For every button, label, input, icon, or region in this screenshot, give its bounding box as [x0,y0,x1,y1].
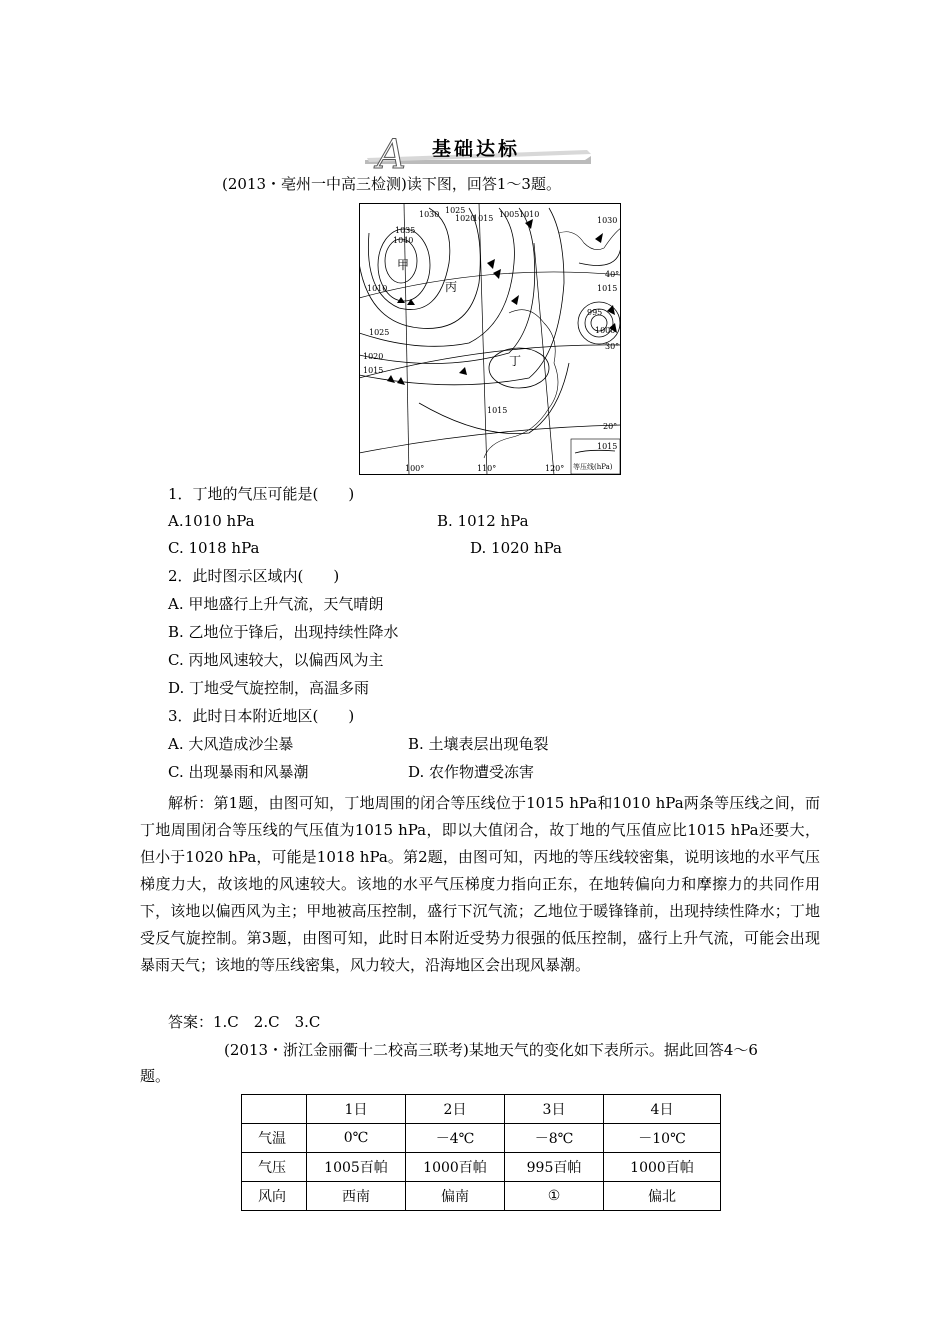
svg-text:1015: 1015 [597,442,618,451]
table-cell: 1日 [307,1095,406,1124]
table-cell: 气压 [242,1153,307,1182]
svg-text:A: A [377,132,406,174]
svg-text:甲: 甲 [397,258,410,272]
svg-text:995: 995 [587,308,603,317]
table-cell: －10℃ [604,1124,721,1153]
q1-stem: 1．丁地的气压可能是( ) [168,485,355,503]
intro-text-2-cont: 题。 [140,1067,171,1085]
table-cell: 风向 [242,1182,307,1211]
svg-text:20°: 20° [603,422,618,431]
answer-text: 答案：1.C 2.C 3.C [168,1013,321,1031]
svg-text:1005: 1005 [499,210,520,219]
table-cell [242,1095,307,1124]
table-cell: 2日 [406,1095,505,1124]
table-cell: 偏南 [406,1182,505,1211]
table-header-row [242,1095,721,1124]
table-cell: 995百帕 [505,1153,604,1182]
svg-text:1015: 1015 [487,406,508,415]
table-cell: ① [505,1182,604,1211]
table-cell: 西南 [307,1182,406,1211]
svg-text:1030: 1030 [419,210,440,219]
svg-text:30°: 30° [605,342,620,351]
table-row [242,1124,721,1153]
q3-option-d: D. 农作物遭受冻害 [408,763,535,781]
svg-text:1015: 1015 [597,284,618,293]
table-row [242,1182,721,1211]
svg-text:1010: 1010 [367,284,388,293]
table-cell: 3日 [505,1095,604,1124]
q1-option-c: C. 1018 hPa [168,539,260,557]
q3-option-c: C. 出现暴雨和风暴潮 [168,763,309,781]
q2-option-c: C. 丙地风速较大，以偏西风为主 [168,651,384,669]
svg-text:1025: 1025 [369,328,390,337]
weather-table [241,1094,721,1211]
q2-option-b: B. 乙地位于锋后，出现持续性降水 [168,623,399,641]
table-cell: 1000百帕 [406,1153,505,1182]
svg-text:110°: 110° [477,464,497,473]
svg-text:1025: 1025 [445,206,466,215]
svg-text:丙: 丙 [445,280,458,294]
svg-text:1015: 1015 [363,366,384,375]
svg-text:1020: 1020 [363,352,384,361]
table-cell: －4℃ [406,1124,505,1153]
table-cell: 气温 [242,1124,307,1153]
svg-text:120°: 120° [545,464,565,473]
table-cell: 1000百帕 [604,1153,721,1182]
svg-text:1010: 1010 [519,210,540,219]
svg-text:1030: 1030 [597,216,618,225]
table-cell: 0℃ [307,1124,406,1153]
q3-option-b: B. 土壤表层出现龟裂 [408,735,549,753]
q2-stem: 2．此时图示区域内( ) [168,567,340,585]
svg-text:等压线(hPa): 等压线(hPa) [573,463,613,471]
svg-text:1000: 1000 [595,326,616,335]
q2-option-d: D. 丁地受气旋控制，高温多雨 [168,679,370,697]
q3-option-a: A. 大风造成沙尘暴 [168,735,294,753]
table-cell: 偏北 [604,1182,721,1211]
svg-text:1040: 1040 [393,236,414,245]
q1-option-d: D. 1020 hPa [470,539,562,557]
section-title: 基础达标 [432,138,521,160]
svg-text:丁: 丁 [509,354,522,368]
q1-option-a: A.1010 hPa [168,512,255,530]
intro-text-1: (2013・亳州一中高三检测)读下图，回答1～3题。 [222,175,561,193]
intro-text-2: (2013・浙江金丽衢十二校高三联考)某地天气的变化如下表所示。据此回答4～6 [224,1041,758,1059]
q1-option-b: B. 1012 hPa [437,512,529,530]
weather-map [359,203,621,475]
table-cell: －8℃ [505,1124,604,1153]
svg-text:1020: 1020 [455,214,476,223]
table-cell: 4日 [604,1095,721,1124]
table-cell: 1005百帕 [307,1153,406,1182]
q3-stem: 3．此时日本附近地区( ) [168,707,355,725]
svg-text:1015: 1015 [473,214,494,223]
analysis-text: 解析：第1题，由图可知，丁地周围的闭合等压线位于1015 hPa和1010 hPa两条等压线之间，而丁地周围闭合等压线的气压值为1015 hPa，即以大值闭合，故丁地的气压值应比1015 hPa还要大，但小于1020 hPa，可能是1018 hPa。第2题，由图可知，丙地的等压线较密集，说明该地的水平气压梯度力大，故该地的风速较大。该地的水平气压梯度力指向正东，在地转偏向力和摩擦力的共同作用下，该地以偏西风为主；甲地被高压控制，盛行下沉气流；乙地位于暖锋锋前，出现持续性降水；丁地受反气旋控制。第3题，由图可知，此时日本附近受势力很强的低压控制，盛行上升气流，可能会出现暴雨天气；该地的等压线密集，风力较大，沿海地区会出现风暴潮。 [140,794,820,974]
table-row [242,1153,721,1182]
svg-text:40°: 40° [605,270,620,279]
svg-text:1035: 1035 [395,226,416,235]
q2-option-a: A. 甲地盛行上升气流，天气晴朗 [168,595,384,613]
svg-text:100°: 100° [405,464,425,473]
